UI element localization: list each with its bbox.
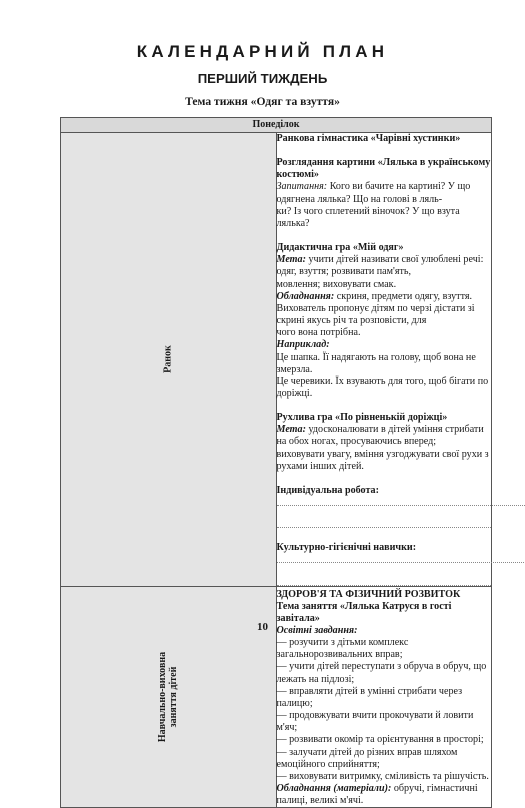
task-item: — виховувати витримку, сміливість та рішучість. [277,771,492,783]
day-header: Понеділок [61,118,492,133]
equipment-label: Обладнання: [277,291,335,302]
exercise-heading: Ранкова гімнастика «Чарівні хустинки» [277,133,492,145]
morning-content [276,133,492,587]
page-number: 10 [0,621,525,633]
lesson-side-label-line-2: заняття дітей [168,652,179,742]
materials-text: обручі, гімнастичні палиці, великі м'ячі. [277,783,478,806]
day-header-row [61,118,492,133]
task-item: — учити дітей переступати з обруча в обруч, що лежать на підлозі; [277,661,492,685]
plan-table [60,117,492,808]
game-heading: Дидактична гра «Мій одяг» [277,242,492,254]
lesson-side-label-line-1: Навчально-виховна [157,652,168,742]
tasks-label: Освітні завдання: [277,625,492,637]
morning-row [61,133,492,587]
equipment-text: скриня, предмети одягу, взуття. [334,291,472,302]
individual-work-line [277,485,492,510]
questions-line-1 [277,181,492,205]
example-line-1: Це шапка. Її надягають на голову, щоб вона не змерзла. [277,352,492,376]
questions-line-2: ки? Із чого сплетений віночок? У що взута лялька? [277,206,492,230]
individual-work-fill [277,497,525,506]
goal-text-1: учити дітей називати свої улюблені речі: одяг, взуття; розвивати пам'ять, [277,254,484,277]
task-item: — продовжувати вчити прокочувати й ловити м'яч; [277,710,492,734]
movement-goal-line-2: виховувати увагу, вміння узгоджувати свої рухи з рухами інших дітей. [277,449,492,473]
task-item: — залучати дітей до різних вправ шляхом емоційного сприйняття; [277,747,492,771]
movement-goal-line-1 [277,424,492,448]
task-item: — розучити з дітьми комплекс загальнорозвивальних вправ; [277,637,492,661]
questions-label: Запитання: [277,181,328,192]
goal-line-1 [277,254,492,278]
morning-side-label: Ранок [163,345,174,373]
example-label: Наприклад: [277,339,492,351]
movement-game-heading: Рухлива гра «По рівненькій доріжці» [277,412,492,424]
plan-title: КАЛЕНДАРНИЙ ПЛАН [0,42,525,62]
questions-text-1: Кого ви бачите на картині? У що одягнена лялька? Що на голові в ляль- [277,181,471,204]
goal-line-2: мовлення; виховувати смак. [277,279,492,291]
picture-heading: Розглядання картини «Лялька в українському костюмі» [277,157,492,181]
lesson-row [61,586,492,808]
movement-goal-text-1: удосконалювати в дітей уміння стрибати на обох ногах, просуваючись вперед; [277,424,484,447]
goal-label: Мета: [277,254,306,265]
week-theme: Тема тижня «Одяг та взуття» [0,95,525,108]
task-item: — розвивати окомір та орієнтування в просторі; [277,734,492,746]
lesson-side-label [157,652,179,742]
hygiene-skills-line-2 [277,574,492,586]
movement-goal-label: Мета: [277,424,306,435]
procedure-line-1: Вихователь пропонує дітям по черзі дістати зі скрині якусь річ та розповісти, для [277,303,492,327]
equipment-line [277,291,492,303]
procedure-line-2: чого вона потрібна. [277,327,492,339]
hygiene-skills-line [277,542,492,567]
materials-label: Обладнання (матеріали): [277,783,392,794]
lesson-side-cell [61,586,277,808]
hygiene-skills-fill [277,554,525,563]
materials-line [277,783,492,807]
example-line-2: Це черевики. Їх взувають для того, щоб бігати по доріжці. [277,376,492,400]
task-item: — вправляти дітей в умінні стрибати через палицю; [277,686,492,710]
morning-side-cell [61,133,277,587]
lesson-section-heading: ЗДОРОВ'Я ТА ФІЗИЧНИЙ РОЗВИТОК [277,589,492,601]
week-title: ПЕРШИЙ ТИЖДЕНЬ [0,71,525,86]
individual-work-line-2 [277,516,492,528]
lesson-content [276,586,492,808]
lesson-theme: Тема заняття «Лялька Катруся в гості завітала» [277,601,492,625]
individual-work-label: Індивідуальна робота: [277,485,379,496]
hygiene-skills-label: Культурно-гігієнічні навички: [277,542,417,553]
